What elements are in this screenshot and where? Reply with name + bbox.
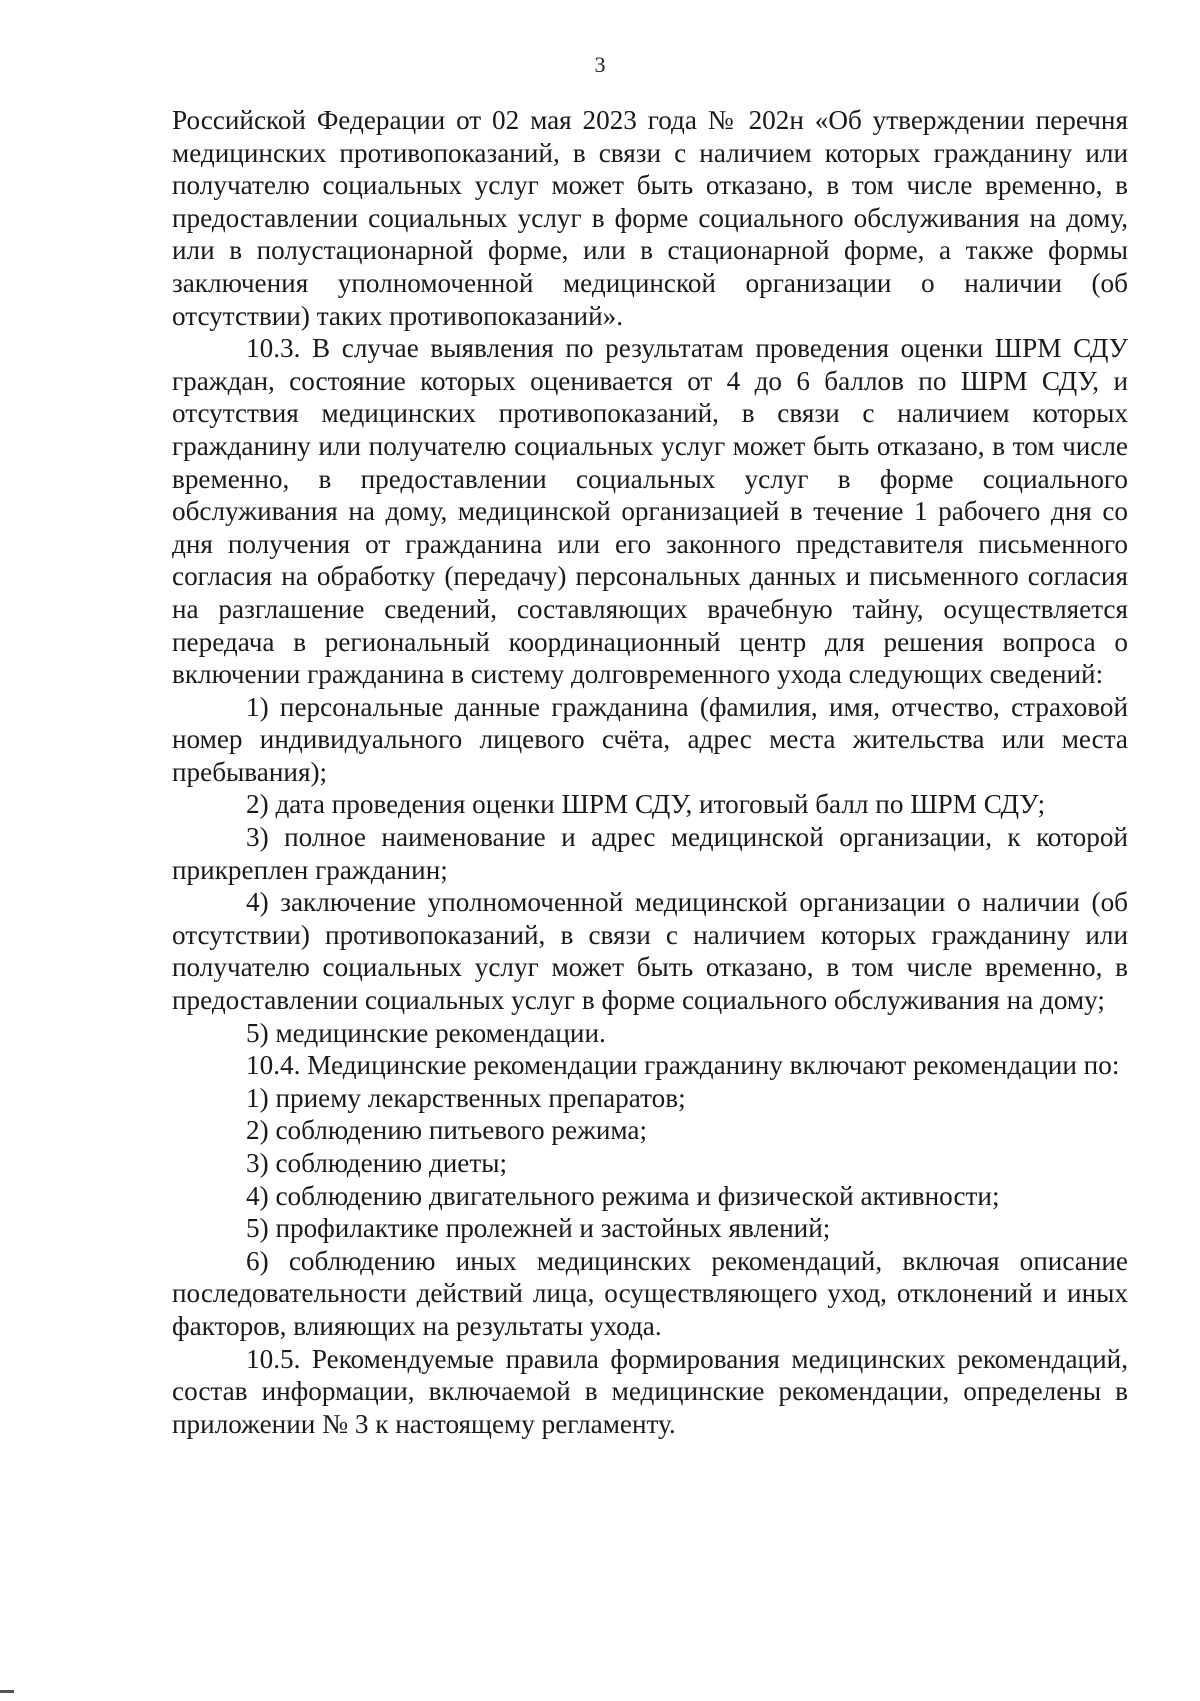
list-item-bedsores: 5) профилактике пролежней и застойных явлений; — [246, 1213, 831, 1244]
list-item-other: 6) соблюдению иных медицинских рекомендаций, включая описание последовательности действий лица, осуществляющего уход, отклонений и иных факторов, влияющих на результаты ухода. — [172, 1245, 1128, 1341]
list-item-drinking: 2) соблюдению питьевого режима; — [246, 1115, 648, 1146]
list-item-conclusion: 4) заключение уполномоченной медицинской организации о наличии (об отсутствии) противопоказаний, в связи с наличием которых гражданину или получателю социальных услуг может быть отказано, в том числе временно, в предоставлении социальных услуг в форме социального обслуживания на дому; — [172, 887, 1128, 1016]
list-item-diet: 3) соблюдению диеты; — [246, 1148, 508, 1178]
list-item-activity: 4) соблюдению двигательного режима и физической активности; — [246, 1180, 1000, 1211]
paragraph-continuation: Российской Федерации от 02 мая 2023 года № 202н «Об утверждении перечня медицинских противопоказаний, в связи с наличием которых гражданину или получателю социальных услуг может быть отказано, в том числе временно, в предоставлении социальных услуг в форме социального обслуживания на дому, или в полустационарной форме, или в стационарной форме, а также формы заключения уполномоченной медицинской организации о наличии (об отсутствии) таких противопоказаний». — [172, 105, 1128, 331]
list-item-organization: 3) полное наименование и адрес медицинской организации, к которой прикреплен гражданин; — [172, 822, 1128, 885]
scan-edge-mark — [0, 1690, 14, 1693]
page-number: 3 — [594, 52, 606, 77]
document-body — [172, 104, 1128, 1440]
list-item-assessment-date: 2) дата проведения оценки ШРМ СДУ, итоговый балл по ШРМ СДУ; — [246, 789, 1046, 820]
paragraph-10-4: 10.4. Медицинские рекомендации гражданину включают рекомендации по: — [246, 1050, 1120, 1081]
list-item-medication: 1) приему лекарственных препаратов; — [246, 1082, 686, 1113]
list-item-recommendations: 5) медицинские рекомендации. — [246, 1017, 606, 1048]
list-item-personal-data: 1) персональные данные гражданина (фамилия, имя, отчество, страховой номер индивидуального лицевого счёта, адрес места жительства или места пребывания); — [172, 691, 1128, 787]
paragraph-10-3: 10.3. В случае выявления по результатам проведения оценки ШРМ СДУ граждан, состояние которых оценивается от 4 до 6 баллов по ШРМ СДУ, и отсутствия медицинских противопоказаний, в связи с наличием которых гражданину или получателю социальных услуг может быть отказано, в том числе временно, в предоставлении социальных услуг в форме социального обслуживания на дому, медицинской организацией в течение 1 рабочего дня со дня получения от гражданина или его законного представителя письменного согласия на обработку (передачу) персональных данных и письменного согласия на разглашение сведений, составляющих врачебную тайну, осуществляется передача в региональный координационный центр для решения вопроса о включении гражданина в систему долговременного ухода следующих сведений: — [172, 333, 1128, 690]
paragraph-10-5: 10.5. Рекомендуемые правила формирования медицинских рекомендаций, состав информации, включаемой в медицинские рекомендации, определены в приложении № 3 к настоящему регламенту. — [172, 1343, 1128, 1439]
